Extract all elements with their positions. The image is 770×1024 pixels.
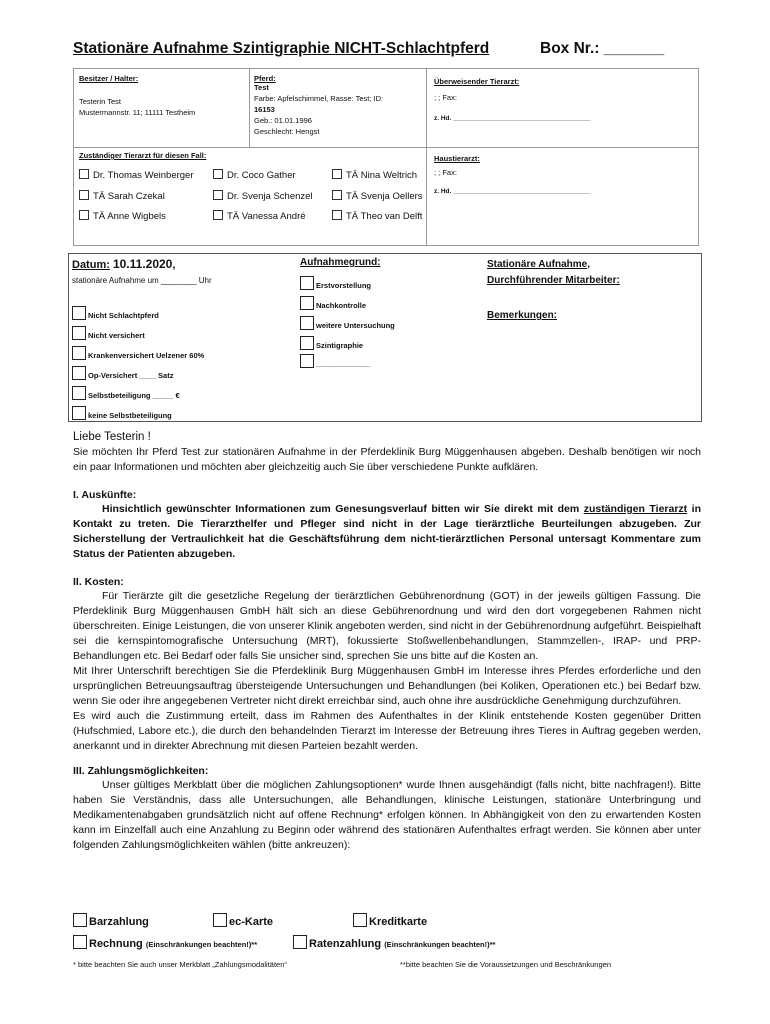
checkbox[interactable] [213, 169, 223, 179]
section-2-paragraph: Für Tierärzte gilt die gesetzliche Regelung der tierärztlichen Gebührenordnung (GOT) in der jeweils gültigen Fassung. Die Pferdeklinik Burg Müggenhausen GmbH hält sich an diese Gebührenordnung und wird den dort vorgegebenen Rahmen nicht überschreiten. Einige Leistungen, die von unserer Klinik angeboten werden, sind nicht in der Gebührenordnung aufgeführt. Beispielhaft sei die kernspintomografische Untersuchung (MRT), fokussierte Stoßwellenbehandlungen, Stammzellen-, IRAP- und PRP-Behandlungen etc. Bei Bedarf oder falls Sie unsicher sind, sprechen Sie uns bitte auf die Kosten an. [73, 590, 701, 662]
referring-vet-label: Überweisender Tierarzt: [434, 77, 520, 86]
owner-section [79, 74, 195, 118]
vet-option[interactable]: TÄ Svenja Oellers [332, 190, 423, 202]
checkbox[interactable] [353, 913, 367, 927]
checkbox[interactable] [300, 296, 314, 310]
checkbox[interactable] [72, 406, 86, 420]
reason-scintigraphy[interactable]: Szintigraphie [300, 336, 363, 350]
horse-label: Pferd: [254, 74, 276, 83]
reason-label: Aufnahmegrund: [300, 257, 381, 268]
option-no-deductible[interactable]: keine Selbstbeteiligung [72, 406, 172, 420]
admission-date[interactable]: 10.11.2020 [112, 257, 173, 271]
owner-name: Testerin Test [79, 97, 121, 106]
checkbox[interactable] [72, 366, 86, 380]
vet-option[interactable]: TÄ Sarah Czekal [79, 190, 165, 202]
referring-vet-section [434, 77, 591, 124]
checkbox[interactable] [73, 935, 87, 949]
footnote-1: * bitte beachten Sie auch unser Merkblatt „Zahlungsmodalitäten“ [73, 960, 287, 969]
letter-body [73, 431, 701, 853]
horse-name: Test [254, 83, 269, 92]
box-number: Box Nr.: _______ [540, 40, 665, 57]
vet-option[interactable]: Dr. Svenja Schenzel [213, 190, 313, 202]
admission-time[interactable]: stationäre Aufnahme um ________ Uhr [72, 276, 212, 285]
payment-credit[interactable]: Kreditkarte [353, 913, 427, 928]
payment-cash[interactable]: Barzahlung [73, 913, 149, 928]
checkbox[interactable] [332, 190, 342, 200]
vet-option[interactable]: Dr. Thomas Weinberger [79, 169, 194, 181]
option-not-slaughter[interactable]: Nicht Schlachtpferd [72, 306, 159, 320]
vet-option[interactable]: TÄ Nina Weltrich [332, 169, 417, 181]
option-not-insured[interactable]: Nicht versichert [72, 326, 145, 340]
checkbox[interactable] [72, 326, 86, 340]
option-op-insured[interactable]: Op-Versichert ____ Satz [72, 366, 173, 380]
horse-section [254, 74, 383, 137]
page-title: Stationäre Aufnahme Szintigraphie NICHT-Schlachtpferd [73, 40, 490, 57]
vet-option[interactable]: Dr. Coco Gather [213, 169, 296, 181]
horse-id: 16153 [254, 105, 275, 114]
reason-follow-up[interactable]: Nachkontrolle [300, 296, 366, 310]
payment-ec[interactable]: ec-Karte [213, 913, 273, 928]
remarks-label: Bemerkungen: [487, 310, 558, 321]
checkbox[interactable] [213, 210, 223, 220]
option-health-insured[interactable]: Krankenversichert Uelzener 60% [72, 346, 204, 360]
house-vet-label: Haustierarzt: [434, 154, 480, 163]
intro-paragraph: Sie möchten Ihr Pferd Test zur stationären Aufnahme in der Pferdeklinik Burg Müggenhausen abgeben. Deshalb benötigen wir noch ein paar Informationen und möchten aber gleichzeitig auch Sie über verschiedene Punkte aufklären. [73, 446, 701, 473]
admission-date-row: Datum: 10.11.2020, [72, 257, 176, 271]
greeting: Liebe Testerin ! [73, 431, 151, 443]
checkbox[interactable] [293, 935, 307, 949]
checkbox[interactable] [300, 336, 314, 350]
vet-option[interactable]: TÄ Theo van Delft [332, 210, 422, 222]
referring-vet-fax: ; ; Fax: [434, 93, 457, 102]
staff-label: Stationäre Aufnahme, Durchführender Mitarbeiter: [487, 259, 620, 286]
referring-vet-hd[interactable]: z. Hd. ______________________________________ [434, 115, 591, 122]
owner-horse-table [73, 68, 699, 246]
house-vet-fax: ; ; Fax: [434, 168, 457, 177]
checkbox[interactable] [79, 210, 89, 220]
horse-details: Farbe: Apfelschimmel, Rasse: Test; ID: [254, 94, 384, 103]
owner-label: Besitzer / Halter: [79, 74, 139, 83]
reason-first-visit[interactable]: Erstvorstellung [300, 276, 371, 290]
reason-other[interactable]: _____________ [300, 354, 370, 368]
checkbox[interactable] [300, 276, 314, 290]
house-vet-section [434, 154, 591, 197]
section-1-text: Hinsichtlich gewünschter Informationen zum Genesungsverlauf bitten wir Sie direkt mit dem zuständigen Tierarzt in Kontakt zu treten. Die Tierarzthelfer und Pfleger sind nicht in der Lage tierärztliche Beurteilungen abzugeben. Zur Sicherstellung der Vertraulichkeit hat die Geschäftsführung dem nicht-tierärztlichen Personal untersagt Kommentare zum Status der Patienten abzugeben. [73, 503, 702, 560]
section-3-title: III. Zahlungsmöglichkeiten: [73, 765, 209, 777]
section-2-paragraph: Mit Ihrer Unterschrift berechtigen Sie die Pferdeklinik Burg Müggenhausen GmbH im Interesse ihres Pferdes erforderliche und den ursprünglichen Betreuungsauftrag übersteigende Untersuchungen und Behandlungen (bei Koliken, Operationen etc.) bei Bedarf bzw. wenn Sie oder ihre angegebenen Vertreter nicht direkt erreichbar sind, auch ohne ihre ausdrückliche Genehmigung durchzuführen. [73, 665, 701, 707]
owner-address: Mustermannstr. 11; 11111 Testheim [79, 108, 196, 117]
checkbox[interactable] [72, 386, 86, 400]
checkbox[interactable] [300, 354, 314, 368]
payment-installment[interactable]: Ratenzahlung (Einschränkungen beachten!)** [293, 935, 495, 950]
responsible-vet-label: Zuständiger Tierarzt für diesen Fall: [79, 151, 207, 160]
reason-further-exam[interactable]: weitere Untersuchung [300, 316, 395, 330]
footnote-2: **bitte beachten Sie die Voraussetzungen und Beschränkungen [400, 960, 611, 969]
checkbox[interactable] [73, 913, 87, 927]
checkbox[interactable] [332, 169, 342, 179]
checkbox[interactable] [213, 190, 223, 200]
checkbox[interactable] [213, 913, 227, 927]
vet-option[interactable]: TÄ Vanessa André [213, 210, 306, 222]
checkbox[interactable] [332, 210, 342, 220]
date-label: Datum: [72, 259, 110, 271]
payment-invoice[interactable]: Rechnung (Einschränkungen beachten!)** [73, 935, 257, 950]
section-2-title: II. Kosten: [73, 576, 124, 588]
checkbox[interactable] [72, 346, 86, 360]
admission-table [68, 253, 702, 422]
house-vet-hd[interactable]: z. Hd. ______________________________________ [434, 188, 591, 195]
section-3-text: Unser gültiges Merkblatt über die möglichen Zahlungsoptionen* wurde Ihnen ausgehändigt (falls nicht, bitte nachfragen!). Bitte haben Sie Verständnis, dass alle Untersuchungen, alle Behandlungen, klinische Leistungen, stationäre Unterbringung und Medikamentenabgaben grundsätzlich nicht auf offene Rechnung* erfolgen können. In Abhängigkeit von den zu erwartenden Kosten kann im Einzelfall auch eine Anzahlung zu Beginn oder während des stationären Aufenthaltes erfragt werden. Sie können aber unter folgenden Zahlungsmöglichkeiten wählen (bitte ankreuzen): [73, 779, 701, 851]
checkbox[interactable] [79, 190, 89, 200]
vet-option[interactable]: TÄ Anne Wigbels [79, 210, 166, 222]
checkbox[interactable] [300, 316, 314, 330]
option-deductible[interactable]: Selbstbeteiligung _____ € [72, 386, 180, 400]
section-1-title: I. Auskünfte: [73, 489, 137, 501]
checkbox[interactable] [79, 169, 89, 179]
checkbox[interactable] [72, 306, 86, 320]
horse-sex: Geschlecht: Hengst [254, 127, 320, 136]
horse-birth: Geb.: 01.01.1996 [254, 116, 312, 125]
section-2-paragraph: Es wird auch die Zustimmung erteilt, dass im Rahmen des Aufenthaltes in der Klinik entstehende Kosten gegenüber Dritten (Hufschmied, Labore etc.), die durch den behandelnden Tierarzt im Interesse der Betreuung ihres Tieres in Auftrag gegeben werden, anerkannt und in direkter Abrechnung mit diesen Parteien bezahlt werden. [73, 710, 701, 752]
